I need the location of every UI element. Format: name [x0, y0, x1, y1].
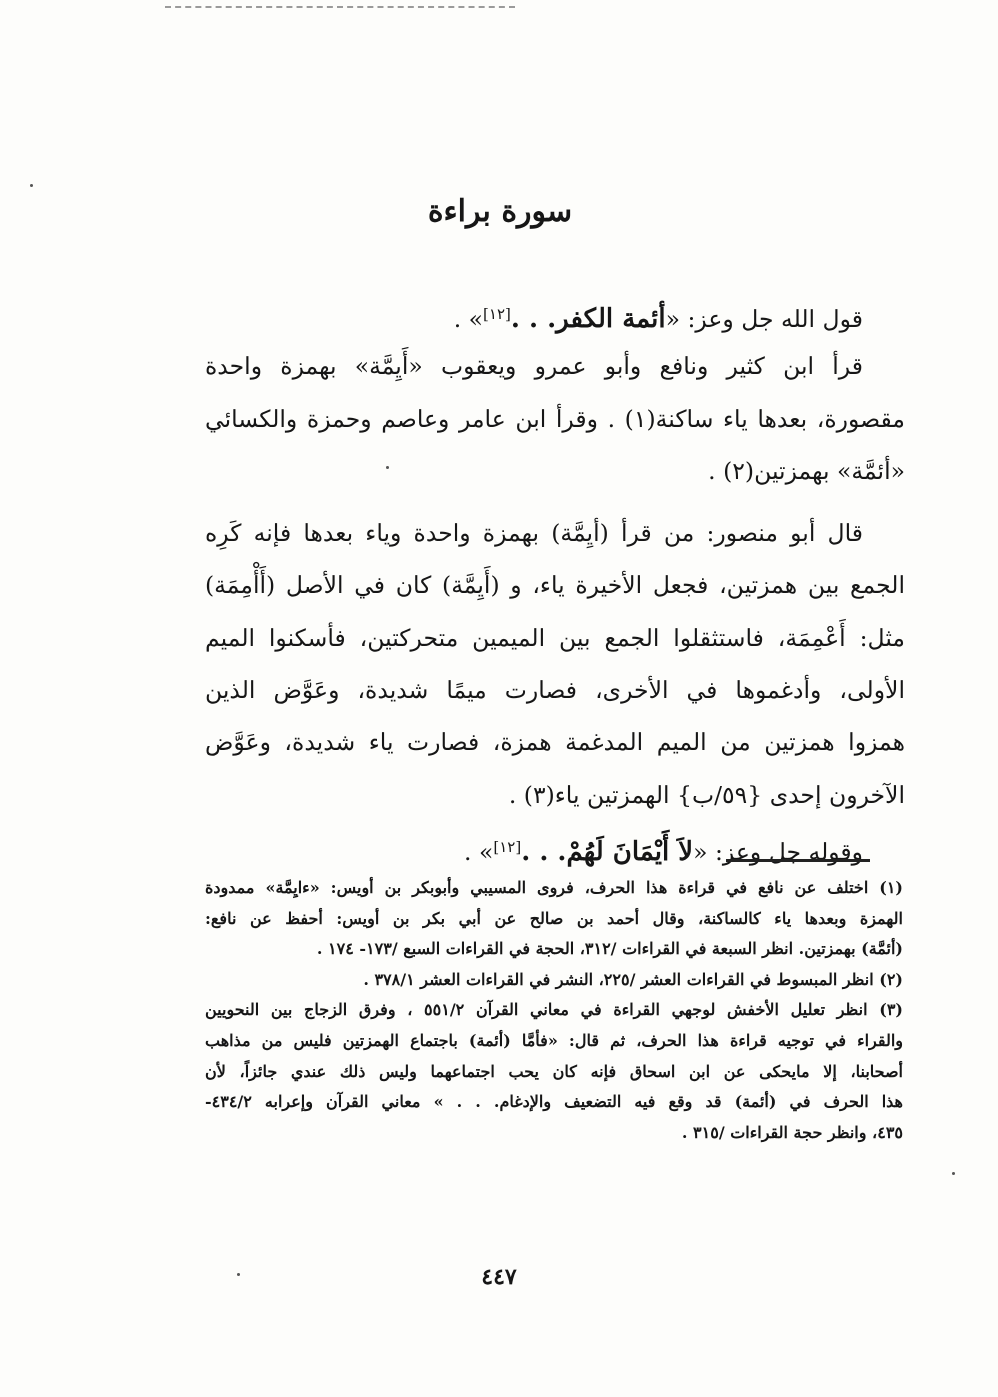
- quranic-phrase: لاَ أَيْمَانَ لَهُمْ. . .: [521, 836, 694, 867]
- scan-speck: [952, 1172, 955, 1175]
- footnote-line-3: (أئمَّة) بهمزتين. انظر السبعة في القراءات /٣١٢، الحجة في القراءات السبع /١٧٣- ١٧٤ .: [316, 939, 903, 959]
- main-line-6: الجمع بين همزتين، فجعل الأخيرة ياء، و (أَيِمَّة) كان في الأصل (أَأْمِمَة): [205, 571, 905, 600]
- main-line-8: الأولى، وأدغموها في الأخرى، فصارت ميمًا شديدة، وعَوَّض الذين: [205, 676, 905, 705]
- page-number: ٤٤٧: [481, 1264, 517, 1290]
- main-line-7: مثل: أَعْمِمَة، فاستثقلوا الجمع بين الميمين متحركتين، فأسكنوا الميم: [205, 623, 905, 652]
- footnote-line-4: (٢) انظر المبسوط في القراءات العشر /٢٢٥، النشر في القراءات العشر ٣٧٨/١ .: [363, 969, 903, 989]
- main-line-9: همزوا همزتين من الميم المدغمة همزة، فصارت ياء شديدة، وعَوَّض: [205, 728, 905, 757]
- quote-close: » .: [453, 305, 484, 333]
- main-line-5: قال أبو منصور: من قرأ (أيِمَّة) بهمزة واحدة وياء بعدها فإنه كَرِه: [205, 519, 863, 548]
- main-line-10: الآخرون إحدى {٥٩/ب} الهمزتين ياء(٣) .: [508, 780, 905, 809]
- quote-intro: قول الله جل وعز: «: [665, 305, 863, 333]
- footnote-separator: [726, 859, 870, 862]
- footnote-line-8: هذا الحرف في (أئمة) قد وقع فيه التضعيف والإدغام. . . » معاني القرآن وإعرابه ٤٣٤/٢-: [205, 1092, 903, 1112]
- main-line-4: «أئمَّة» بهمزتين(٢) .: [708, 456, 905, 485]
- scan-speck: [237, 1273, 240, 1276]
- main-line-11: [205, 821, 905, 873]
- footnote-line-2: الهمزة وبعدها ياء كالساكنة، وقال أحمد بن صالح عن أبي بكر بن أويس: أحفظ عن نافع:: [205, 908, 903, 928]
- footnote-line-6: والقراء في توجيه قراءة هذا الحرف، ثم قال: «فأمَّا (أئمة) باجتماع الهمزتين فليس من مذاهب: [205, 1030, 903, 1050]
- footnote-line-5: (٣) انظر تعليل الأخفش لوجهي القراءة في معاني القرآن ٥٥١/٢ ، وفرق الزجاج بين النحويين: [205, 1000, 903, 1020]
- main-line-1: [205, 288, 905, 340]
- quote-close: » .: [464, 837, 494, 866]
- main-text-body: [205, 288, 905, 873]
- footnote-line-7: أصحابنا، إلا مايحكى عن ابن اسحاق فإنه كان يحب اجتماعهما وليس ذلك عندي جائزاً، لأن: [205, 1061, 903, 1081]
- quranic-phrase: أئمة الكفر. . .: [510, 304, 666, 334]
- footnotes: [205, 873, 903, 1148]
- top-edge-rule: [165, 6, 515, 8]
- footnote-line-1: (١) اختلف عن نافع في قراءة هذا الحرف، فروى المسيبي وأبوبكر بن أويس: «ءايِمَّة» ممدودة: [205, 878, 903, 897]
- scan-speck: [30, 184, 33, 187]
- main-line-3: مقصورة، بعدها ياء ساكنة(١) . وقرأ ابن عامر وعاصم وحمزة والكسائي: [205, 404, 905, 433]
- verse-reference: [١٢]: [483, 305, 511, 323]
- footnote-line-9: ٤٣٥، وانظر حجة القراءات /٣١٥ .: [681, 1122, 903, 1142]
- verse-reference: [١٢]: [493, 837, 522, 856]
- main-line-2: قرأ ابن كثير ونافع وأبو عمرو ويعقوب «أَيِمَّة» بهمزة واحدة: [205, 352, 863, 381]
- quote-intro: وقوله جل وعز: «: [693, 837, 863, 866]
- surah-title: سورة براءة: [427, 194, 573, 229]
